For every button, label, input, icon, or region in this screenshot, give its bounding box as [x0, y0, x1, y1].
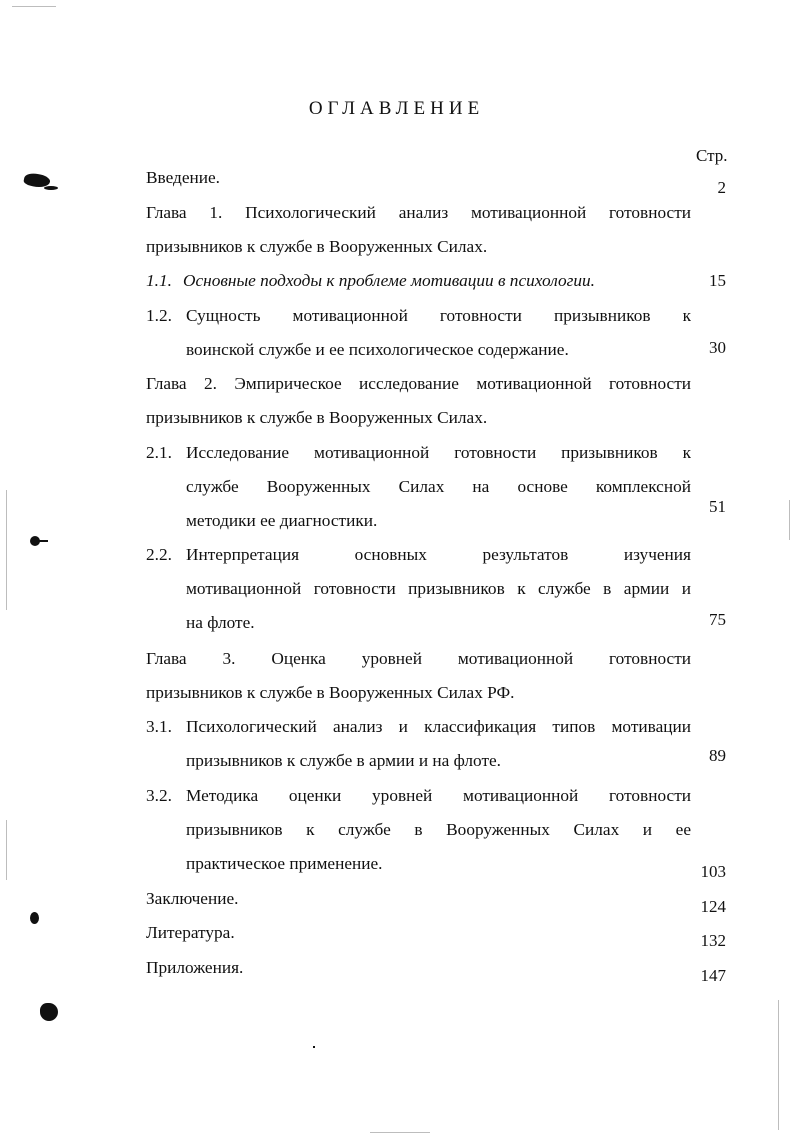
section-1-2-title: Сущность мотивационной готовности призывников к	[186, 306, 691, 325]
ink-blot	[38, 540, 48, 542]
page-number: 124	[700, 897, 726, 916]
toc-entry-appendices: Приложения.	[146, 958, 244, 977]
page-number: 15	[709, 271, 726, 290]
page-column-label: Стр.	[696, 146, 728, 165]
chapter-2-heading: Глава 2. Эмпирическое исследование мотивационной готовности	[146, 374, 691, 393]
section-number: 2.2.	[146, 545, 172, 564]
page-number: 75	[709, 610, 726, 629]
scan-edge-right	[789, 500, 790, 540]
section-2-1-title-cont: службе Вооруженных Силах на основе комплексной	[186, 477, 691, 496]
chapter-3-heading: Глава 3. Оценка уровней мотивационной готовности	[146, 649, 691, 668]
page-number: 132	[700, 931, 726, 950]
section-number: 1.1.	[146, 271, 172, 290]
page-number: 30	[709, 338, 726, 357]
section-number: 3.1.	[146, 717, 172, 736]
section-3-2-title-cont: призывников к службе в Вооруженных Силах и ее	[186, 820, 691, 839]
section-3-2-title: Методика оценки уровней мотивационной готовности	[186, 786, 691, 805]
ink-blot	[30, 912, 39, 924]
page-number: 51	[709, 497, 726, 516]
scan-edge-left	[6, 490, 7, 610]
page-number: 147	[700, 966, 726, 985]
toc-entry-intro: Введение.	[146, 168, 220, 187]
scan-edge-right-bottom	[778, 1000, 779, 1130]
section-1-1-title: Основные подходы к проблеме мотивации в психологии.	[183, 271, 595, 290]
section-2-2-title-cont: мотивационной готовности призывников к службе в армии и	[186, 579, 691, 598]
ink-blot	[44, 186, 58, 190]
section-number: 1.2.	[146, 306, 172, 325]
section-number: 2.1.	[146, 443, 172, 462]
scan-edge-left-lower	[6, 820, 7, 880]
section-3-1-title-cont: призывников к службе в армии и на флоте.	[186, 751, 501, 770]
ink-blot	[40, 1003, 58, 1021]
page-number: 2	[717, 178, 726, 197]
toc-entry-conclusion: Заключение.	[146, 889, 239, 908]
section-2-1-title: Исследование мотивационной готовности призывников к	[186, 443, 691, 462]
page-title: ОГЛАВЛЕНИЕ	[308, 98, 485, 119]
dot	[313, 1046, 315, 1048]
chapter-1-heading: Глава 1. Психологический анализ мотивационной готовности	[146, 203, 691, 222]
chapter-2-heading-cont: призывников к службе в Вооруженных Силах.	[146, 408, 488, 427]
section-1-2-title-cont: воинской службе и ее психологическое содержание.	[186, 340, 569, 359]
section-2-1-title-cont2: методики ее диагностики.	[186, 511, 378, 530]
page-number: 89	[709, 746, 726, 765]
section-2-2-title: Интерпретация основных результатов изучения	[186, 545, 691, 564]
section-3-1-title: Психологический анализ и классификация типов мотивации	[186, 717, 691, 736]
chapter-1-heading-cont: призывников к службе в Вооруженных Силах.	[146, 237, 488, 256]
chapter-3-heading-cont: призывников к службе в Вооруженных Силах РФ.	[146, 683, 515, 702]
section-number: 3.2.	[146, 786, 172, 805]
section-2-2-title-cont2: на флоте.	[186, 613, 255, 632]
toc-entry-literature: Литература.	[146, 923, 235, 942]
scan-edge-bottom	[370, 1132, 430, 1133]
page-number: 103	[700, 862, 726, 881]
scan-edge-top	[12, 6, 56, 7]
section-3-2-title-cont2: практическое применение.	[186, 854, 383, 873]
